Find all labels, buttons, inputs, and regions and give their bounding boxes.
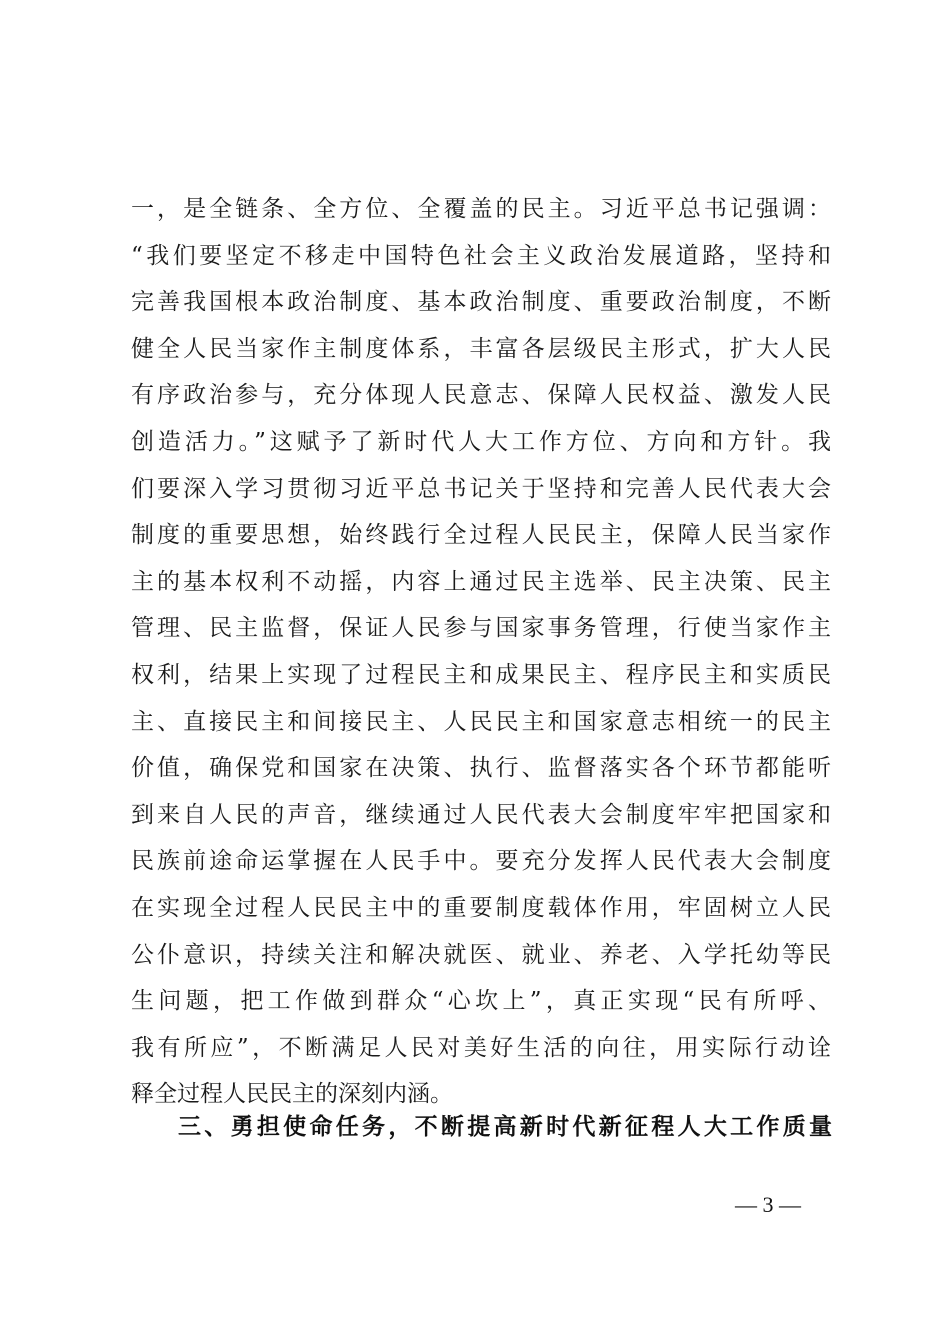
text-line: 一，是全链条、全方位、全覆盖的民主。习近平总书记强调：: [131, 196, 831, 222]
text-line: 在实现全过程人民民主中的重要制度载体作用，牢固树立人民: [131, 894, 831, 921]
text-line: 有序政治参与，充分体现人民意志、保障人民权益、激发人民: [131, 382, 831, 409]
text-line: 们要深入学习贯彻习近平总书记关于坚持和完善人民代表大会: [131, 475, 831, 502]
text-line: 我有所应”，不断满足人民对美好生活的向往，用实际行动诠: [131, 1034, 831, 1061]
text-line: 完善我国根本政治制度、基本政治制度、重要政治制度，不断: [131, 289, 831, 316]
text-line: 创造活力。”这赋予了新时代人大工作方位、方向和方针。我: [131, 428, 831, 455]
page-number: — 3 —: [735, 1192, 801, 1217]
text-line: 管理、民主监督，保证人民参与国家事务管理，行使当家作主: [131, 615, 831, 642]
text-line: 权利，结果上实现了过程民主和成果民主、程序民主和实质民: [131, 661, 831, 688]
text-line: 主的基本权利不动摇，内容上通过民主选举、民主决策、民主: [131, 568, 831, 595]
section-heading: 三、勇担使命任务，不断提高新时代新征程人大工作质量: [178, 1114, 832, 1140]
text-line: 到来自人民的声音，继续通过人民代表大会制度牢牢把国家和: [131, 801, 831, 828]
text-line: 价值，确保党和国家在决策、执行、监督落实各个环节都能听: [131, 755, 831, 782]
text-line: 释全过程人民民主的深刻内涵。: [131, 1081, 453, 1108]
text-line: 制度的重要思想，始终践行全过程人民民主，保障人民当家作: [131, 522, 831, 549]
text-line: “我们要坚定不移走中国特色社会主义政治发展道路，坚持和: [131, 242, 831, 269]
text-line: 健全人民当家作主制度体系，丰富各层级民主形式，扩大人民: [131, 335, 831, 362]
text-line: 民族前途命运掌握在人民手中。要充分发挥人民代表大会制度: [131, 848, 831, 875]
text-line: 生问题，把工作做到群众“心坎上”，真正实现“民有所呼、: [131, 988, 831, 1015]
text-line: 公仆意识，持续关注和解决就医、就业、养老、入学托幼等民: [131, 941, 831, 968]
body-paragraph: [131, 186, 831, 1118]
text-line: 主、直接民主和间接民主、人民民主和国家意志相统一的民主: [131, 708, 831, 735]
